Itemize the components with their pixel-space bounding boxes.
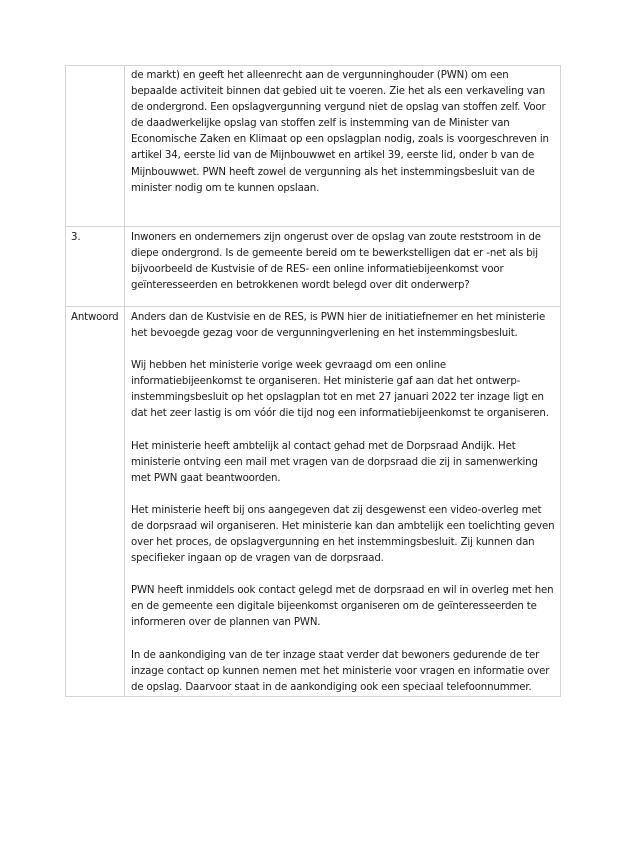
- row-label: [66, 66, 125, 227]
- table-row: [66, 66, 561, 227]
- paragraph: Anders dan de Kustvisie en de RES, is PWN hier de initiatiefnemer en het ministerie het bevoegde gezag voor de vergunningverlening en het instemmingsbesluit.: [131, 312, 546, 340]
- paragraph: Inwoners en ondernemers zijn ongerust over de opslag van zoute reststroom in de diepe ondergrond. Is de gemeente bereid om te bewerkstelligen dat er -net als bij bijvoorbeeld de Kustvisie of de RES- een online informatiebijeenkomst voor geïnteresseerden en betrokkenen wordt belegd over dit onderwerp?: [131, 232, 541, 292]
- answer-label: Antwoord: [66, 307, 125, 697]
- row-content: [125, 66, 561, 227]
- table-row: [66, 307, 561, 697]
- paragraph: de markt) en geeft het alleenrecht aan de vergunninghouder (PWN) om een bepaalde activiteit binnen dat gebied uit te voeren. Zie het als een verkaveling van de ondergrond. Een opslagvergunning vergund niet de opslag van stoffen zelf. Voor de daadwerkelijke opslag van stoffen zelf is instemming van de Minister van Economische Zaken en Klimaat op een opslagplan nodig, zoals is voorgeschreven in artikel 34, eerste lid van de Mijnbouwwet en artikel 39, eerste lid, onder b van de Mijnbouwwet. PWN heeft zowel de vergunning als het instemmingsbesluit van de minister nodig om te kunnen opslaan.: [131, 70, 549, 194]
- question-number: 3.: [66, 227, 125, 307]
- question-text: [125, 227, 561, 307]
- paragraph: Het ministerie heeft ambtelijk al contact gehad met de Dorpsraad Andijk. Het ministerie ontving een mail met vragen van de dorpsraad die zij in samenwerking met PWN gaat beantwoorden.: [131, 440, 538, 484]
- table-row: [66, 227, 561, 307]
- paragraph: Wij hebben het ministerie vorige week gevraagd om een online informatiebijeenkomst te organiseren. Het ministerie gaf aan dat het ontwerp-instemmingsbesluit op het opslagplan tot en met 27 januari 2022 ter inzage ligt en dat het zeer lastig is om vóór die tijd nog een informatiebijeenkomst te organiseren.: [131, 360, 549, 420]
- paragraph: In de aankondiging van de ter inzage staat verder dat bewoners gedurende de ter inzage contact op kunnen nemen met het ministerie voor vragen en informatie over de opslag. Daarvoor staat in de aankondiging ook een speciaal telefoonnummer.: [131, 649, 550, 693]
- qa-table: [65, 65, 561, 697]
- paragraph: Het ministerie heeft bij ons aangegeven dat zij desgewenst een video-overleg met de dorpsraad wil organiseren. Het ministerie kan dan ambtelijk een toelichting geven over het proces, de opslagvergunning en het instemmingsbesluit. Zij kunnen dan specifieker ingaan op de vragen van de dorpsraad.: [131, 504, 555, 565]
- paragraph: PWN heeft inmiddels ook contact gelegd met de dorpsraad en wil in overleg met hen en de gemeente een digitale bijeenkomst organiseren om de geïnteresseerden te informeren over de plannen van PWN.: [131, 585, 554, 629]
- answer-text: [125, 307, 561, 697]
